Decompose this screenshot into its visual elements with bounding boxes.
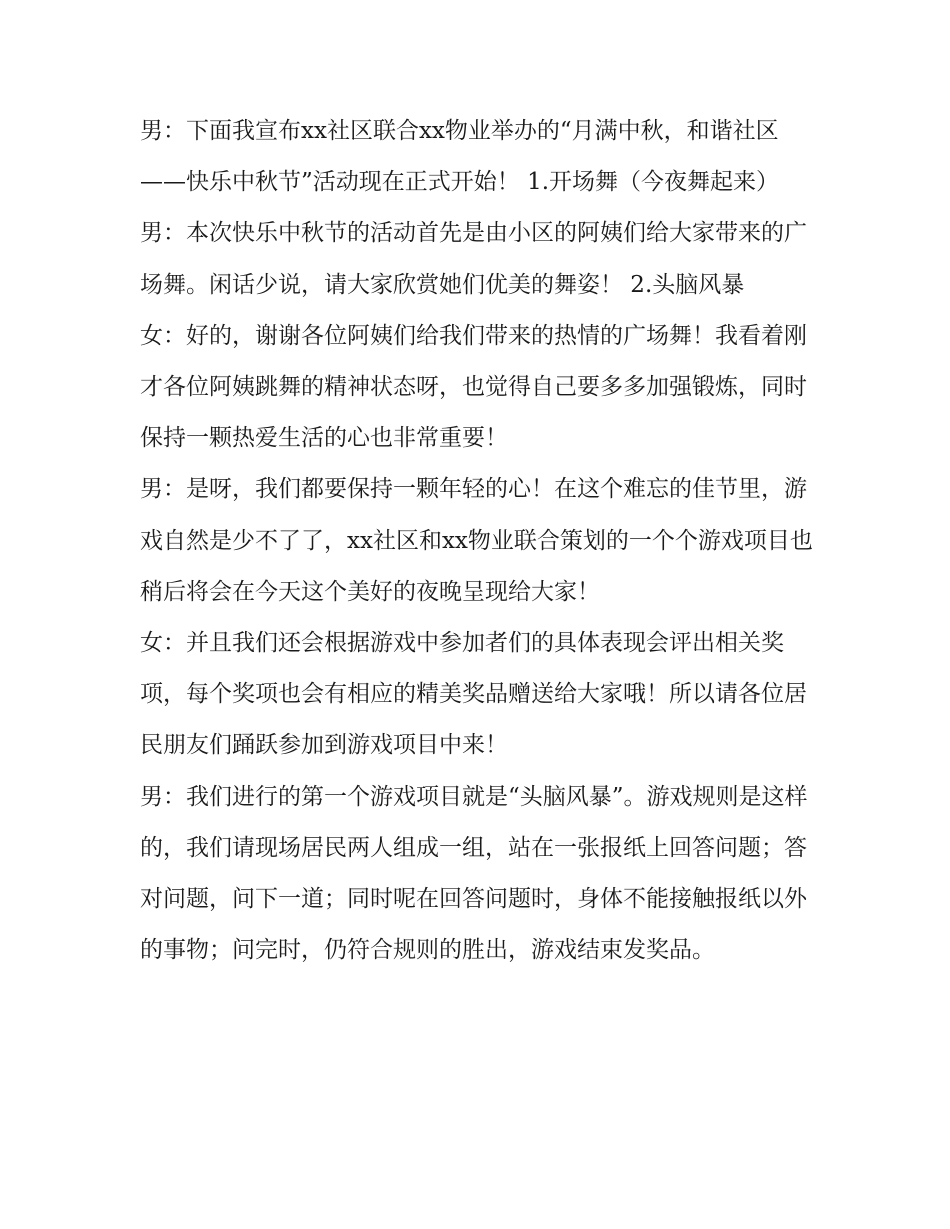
paragraph-5: 女：并且我们还会根据游戏中参加者们的具体表现会评出相关奖项，每个奖项也会有相应的精美奖品赠送给大家哦！所以请各位居民朋友们踊跃参加到游戏项目中来！ bbox=[140, 630, 807, 759]
paragraph-3: 女：好的，谢谢各位阿姨们给我们带来的热情的广场舞！我看着刚才各位阿姨跳舞的精神状态呀，也觉得自己要多多加强锻炼，同时保持一颗热爱生活的心也非常重要！ bbox=[140, 322, 807, 452]
paragraph-1: 男：下面我宣布xx社区联合xx物业举办的“月满中秋，和谐社区——快乐中秋节”活动现在正式开始！ 1.开场舞（今夜舞起来） bbox=[140, 118, 780, 196]
paragraph-6: 男：我们进行的第一个游戏项目就是“头脑风暴”。游戏规则是这样的，我们请现场居民两人组成一组，站在一张报纸上回答问题；答对问题，问下一道；同时呢在回答问题时，身体不能接触报纸以外的事物；问完时，仍符合规则的胜出，游戏结束发奖品。 bbox=[140, 783, 808, 964]
paragraph-4: 男：是呀，我们都要保持一颗年轻的心！在这个难忘的佳节里，游戏自然是少不了了，xx社区和xx物业联合策划的一个个游戏项目也稍后将会在今天这个美好的夜晚呈现给大家！ bbox=[140, 476, 813, 605]
document-body bbox=[140, 106, 815, 976]
paragraph-2: 男：本次快乐中秋节的活动首先是由小区的阿姨们给大家带来的广场舞。闲话少说，请大家欣赏她们优美的舞姿！ 2.头脑风暴 bbox=[140, 220, 807, 298]
